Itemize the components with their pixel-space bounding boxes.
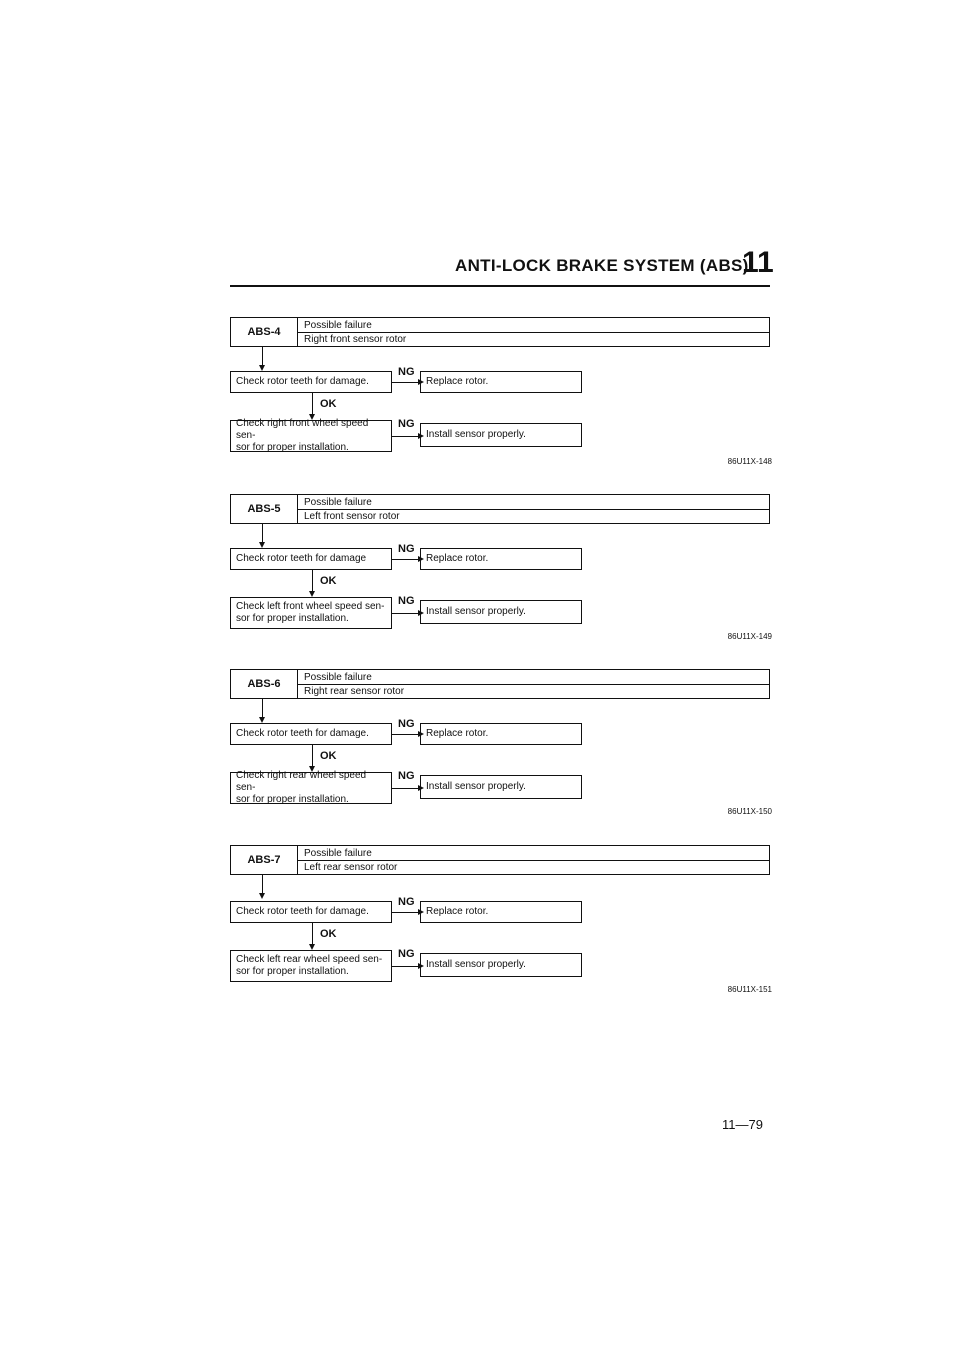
- page-header-title: ANTI-LOCK BRAKE SYSTEM (ABS): [455, 256, 749, 275]
- possible-failure-value: Left rear sensor rotor: [304, 862, 398, 873]
- flow-line: [392, 382, 418, 383]
- ng-label: NG: [398, 718, 415, 730]
- action-box-2: Install sensor properly.: [420, 953, 582, 977]
- possible-failure-label: Possible failure: [298, 670, 769, 685]
- flow-line: [392, 788, 418, 789]
- flow-line: [392, 559, 418, 560]
- ng-label: NG: [398, 948, 415, 960]
- ng-label: NG: [398, 543, 415, 555]
- flow-line: [392, 734, 418, 735]
- code-box: ABS-6: [230, 669, 298, 699]
- flow-line: [312, 393, 313, 415]
- ng-label: NG: [398, 595, 415, 607]
- figure-reference: 86U11X-150: [727, 807, 772, 816]
- flow-line: [262, 875, 263, 894]
- check-step-2: [230, 950, 392, 982]
- figure-reference: 86U11X-149: [727, 632, 772, 641]
- figure-reference: 86U11X-151: [727, 985, 772, 994]
- action-box-2: Install sensor properly.: [420, 423, 582, 447]
- possible-failure-label: Possible failure: [298, 318, 769, 333]
- ok-label: OK: [320, 575, 337, 587]
- ng-label: NG: [398, 896, 415, 908]
- check-step-1: Check rotor teeth for damage.: [230, 901, 392, 923]
- chapter-number: 11: [742, 246, 774, 279]
- possible-failure-box: [297, 317, 770, 347]
- ok-label: OK: [320, 398, 337, 410]
- flow-line: [262, 699, 263, 718]
- ng-label: NG: [398, 770, 415, 782]
- action-box-1: Replace rotor.: [420, 371, 582, 393]
- action-box-1: Replace rotor.: [420, 901, 582, 923]
- check-step-2-line-2: sor for proper installation.: [236, 613, 349, 624]
- code-box: ABS-5: [230, 494, 298, 524]
- action-box-1: Replace rotor.: [420, 548, 582, 570]
- flow-line: [262, 347, 263, 366]
- code-box: ABS-7: [230, 845, 298, 875]
- flow-line: [392, 912, 418, 913]
- possible-failure-value: Left front sensor rotor: [304, 511, 400, 522]
- possible-failure-label: Possible failure: [298, 846, 769, 861]
- possible-failure-box: [297, 845, 770, 875]
- ng-label: NG: [398, 418, 415, 430]
- action-box-2: Install sensor properly.: [420, 775, 582, 799]
- header-rule: [230, 285, 770, 287]
- possible-failure-value: Right front sensor rotor: [304, 334, 407, 345]
- possible-failure-value: Right rear sensor rotor: [304, 686, 405, 697]
- flow-line: [262, 524, 263, 543]
- check-step-2-line-1: Check left front wheel speed sen-: [236, 601, 385, 612]
- ok-label: OK: [320, 750, 337, 762]
- possible-failure-box: [297, 494, 770, 524]
- check-step-2-line-1: Check left rear wheel speed sen-: [236, 954, 383, 965]
- possible-failure-box: [297, 669, 770, 699]
- code-box: ABS-4: [230, 317, 298, 347]
- arrow-down-icon: [259, 893, 265, 899]
- check-step-1: Check rotor teeth for damage.: [230, 723, 392, 745]
- check-step-2: [230, 772, 392, 804]
- check-step-2: [230, 420, 392, 452]
- flow-line: [312, 923, 313, 945]
- check-step-2-line-2: sor for proper installation.: [236, 794, 349, 805]
- action-box-2: Install sensor properly.: [420, 600, 582, 624]
- ok-label: OK: [320, 928, 337, 940]
- possible-failure-label: Possible failure: [298, 495, 769, 510]
- check-step-1: Check rotor teeth for damage.: [230, 371, 392, 393]
- diagnosis-section-abs-7: [0, 845, 960, 1005]
- page-number: 11—79: [722, 1117, 763, 1132]
- diagnosis-section-abs-4: [0, 317, 960, 477]
- check-step-2: [230, 597, 392, 629]
- action-box-1: Replace rotor.: [420, 723, 582, 745]
- flow-line: [392, 966, 418, 967]
- check-step-2-line-1: Check right front wheel speed sen-: [236, 418, 369, 441]
- check-step-2-line-2: sor for proper installation.: [236, 442, 349, 453]
- flow-line: [312, 745, 313, 767]
- flow-line: [392, 436, 418, 437]
- diagnosis-section-abs-6: [0, 669, 960, 829]
- ng-label: NG: [398, 366, 415, 378]
- figure-reference: 86U11X-148: [727, 457, 772, 466]
- flow-line: [392, 613, 418, 614]
- diagnosis-section-abs-5: [0, 494, 960, 654]
- check-step-2-line-2: sor for proper installation.: [236, 966, 349, 977]
- check-step-1: Check rotor teeth for damage: [230, 548, 392, 570]
- check-step-2-line-1: Check right rear wheel speed sen-: [236, 770, 367, 793]
- flow-line: [312, 570, 313, 592]
